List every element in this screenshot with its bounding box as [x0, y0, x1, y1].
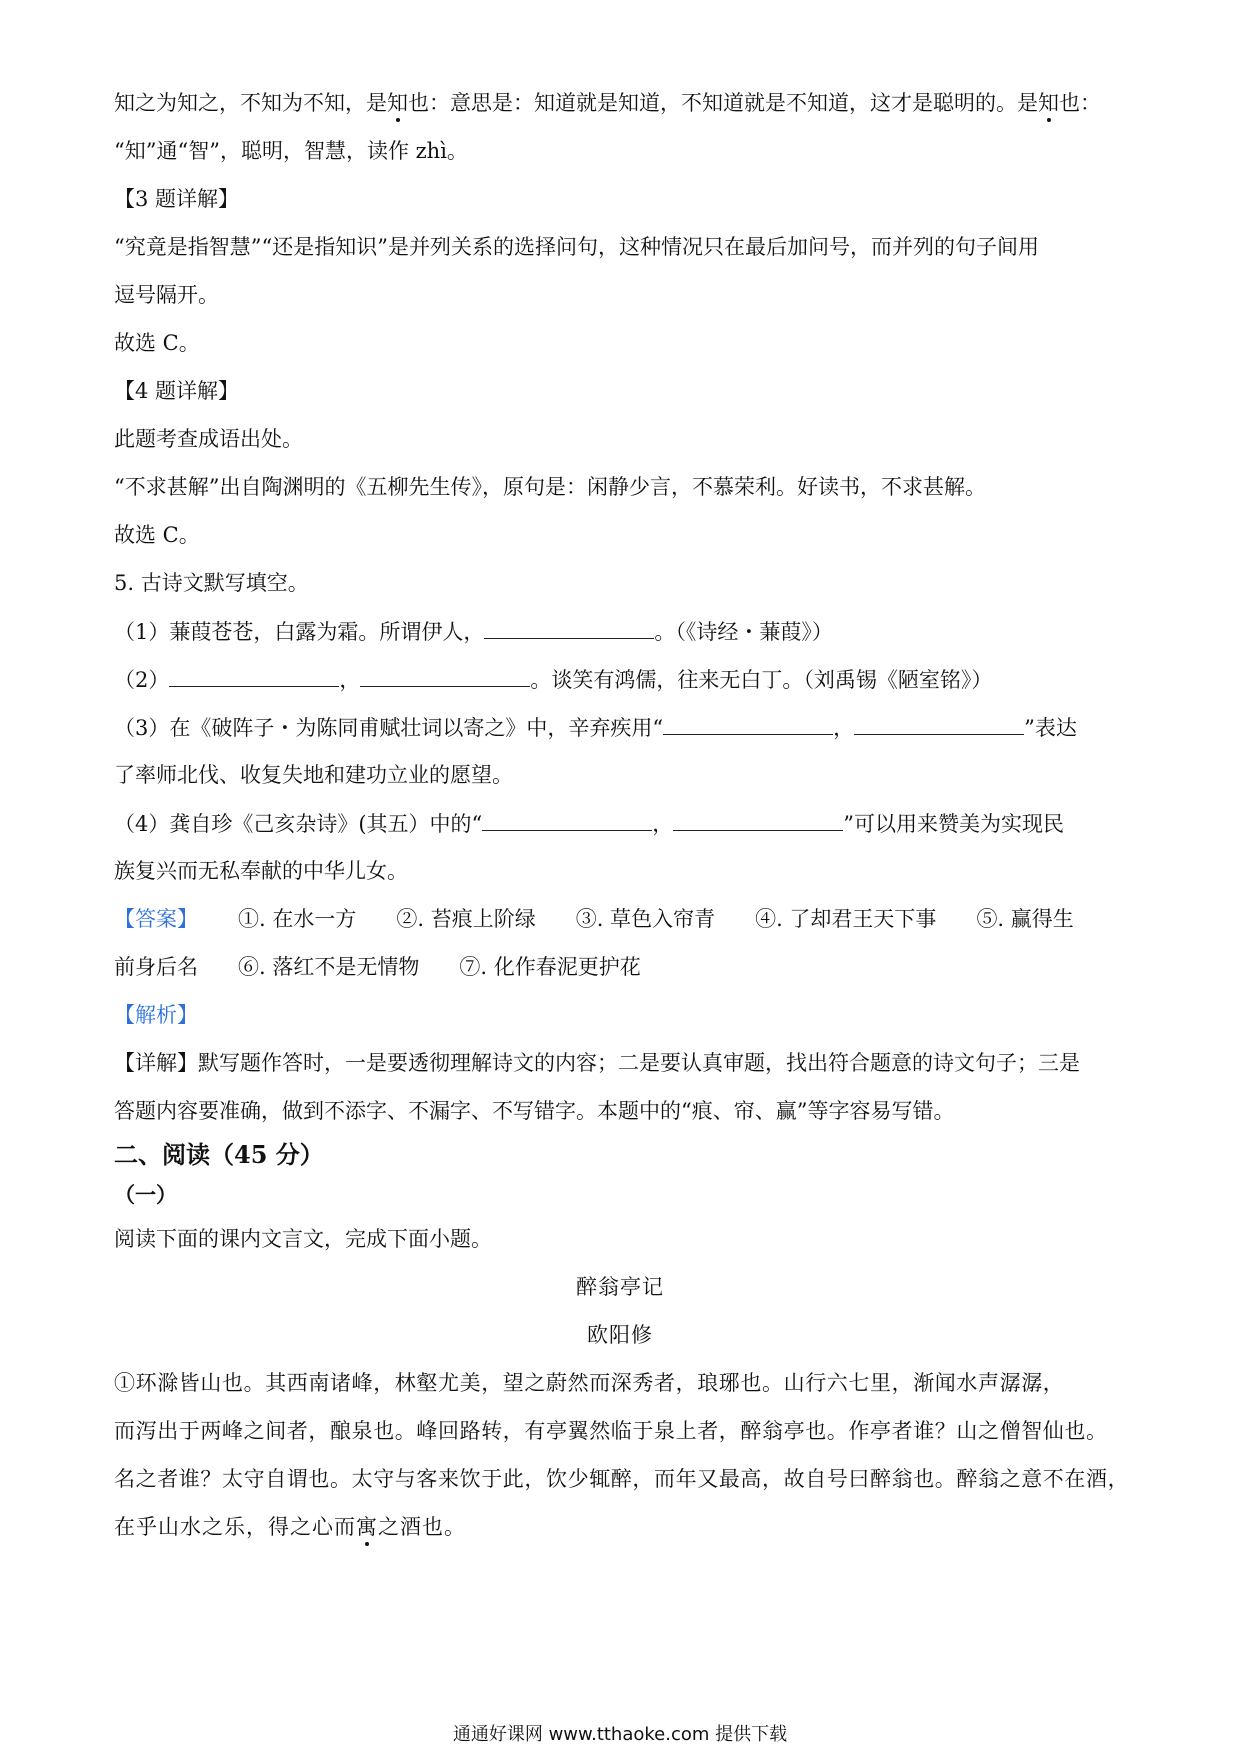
text-segment: （2） [114, 668, 170, 692]
text-segment: ”表达 [1024, 716, 1077, 740]
emphasis-char: 知 [1038, 91, 1059, 115]
paragraph-q4-answer: 故选 C。 [114, 523, 200, 547]
text-segment: （3）在《破阵子・为陈同甫赋壮词以寄之》中，辛弃疾用“ [114, 716, 664, 740]
text-segment: ， [833, 716, 855, 740]
fill-blank[interactable] [482, 808, 652, 831]
paragraph-zhi-note: “知”通“智”，聪明，智慧，读作 zhì。 [114, 139, 468, 163]
paragraph-q3-2: 逗号隔开。 [114, 283, 219, 307]
question-5-4-cont: 族复兴而无私奉献的中华儿女。 [114, 859, 408, 883]
essay-line-3: 名之者谁？太守自谓也。太守与客来饮于此，饮少辄醉，而年又最高，故自号曰醉翁也。醉翁之意不在酒， [114, 1467, 1130, 1491]
text-segment: ， [339, 668, 361, 692]
fill-blank[interactable] [663, 712, 833, 735]
answer-item: ②. 苔痕上阶绿 [396, 907, 536, 931]
answer-item: ④. 了却君王天下事 [755, 907, 937, 931]
question-5-2 [114, 664, 992, 695]
question-5-4 [114, 808, 1064, 839]
answer-item: ③. 草色入帘青 [575, 907, 716, 931]
essay-line-4 [114, 1512, 466, 1542]
fill-blank[interactable] [673, 808, 843, 831]
text-segment: 也： [1059, 91, 1101, 115]
paragraph-zhi [114, 88, 1101, 118]
essay-title: 醉翁亭记 [576, 1275, 664, 1299]
detail-paragraph-2: 答题内容要准确，做到不添字、不漏字、不写错字。本题中的“痕、帘、赢”等字容易写错。 [114, 1099, 955, 1123]
fill-blank[interactable] [854, 712, 1024, 735]
heading-q4-detail: 【4 题详解】 [114, 379, 240, 403]
paragraph-q3-1: “究竟是指智慧”“还是指知识”是并列关系的选择问句，这种情况只在最后加问号，而并列的句子间用 [114, 235, 1039, 259]
fill-blank[interactable] [484, 616, 654, 639]
text-segment: 。谈笑有鸿儒，往来无白丁。（刘禹锡《陋室铭》） [530, 668, 993, 692]
answer-item: 前身后名 [114, 955, 198, 979]
question-5-1 [114, 616, 833, 647]
analysis-label: 【解析】 [114, 1003, 198, 1027]
question-5-title: 5. 古诗文默写填空。 [114, 571, 309, 595]
answer-row-2 [114, 952, 641, 982]
text-segment: 之酒也。 [378, 1515, 466, 1539]
text-segment: （1）蒹葭苍苍，白露为霜。所谓伊人， [114, 620, 485, 644]
answer-row-1 [114, 904, 1074, 934]
detail-label: 【详解】 [114, 1051, 198, 1075]
answer-item: ⑤. 赢得生 [976, 907, 1074, 931]
question-5-3 [114, 712, 1077, 743]
text-segment: 也：意思是：知道就是知道，不知道就是不知道，这才是聪明的。是 [408, 91, 1038, 115]
paragraph-q4-2: “不求甚解”出自陶渊明的《五柳先生传》，原句是：闲静少言，不慕荣利。好读书，不求甚解。 [114, 475, 986, 499]
paragraph-q3-answer: 故选 C。 [114, 331, 200, 355]
essay-line-2: 而泻出于两峰之间者，酿泉也。峰回路转，有亭翼然临于泉上者，醉翁亭也。作亭者谁？山之僧智仙也。 [114, 1419, 1108, 1443]
answer-item: ⑦. 化作春泥更护花 [459, 955, 641, 979]
essay-author: 欧阳修 [587, 1323, 653, 1347]
subsection-title: （一） [114, 1182, 177, 1207]
fill-blank[interactable] [360, 664, 530, 687]
essay-line-1: ①环滁皆山也。其西南诸峰，林壑尤美，望之蔚然而深秀者，琅琊也。山行六七里，渐闻水声潺潺， [114, 1371, 1065, 1395]
question-5-3-cont: 了率师北伐、收复失地和建功立业的愿望。 [114, 763, 513, 787]
text-segment: 知之为知之，不知为不知，是 [114, 91, 387, 115]
emphasis-char: 寓 [356, 1515, 378, 1539]
paragraph-q4-1: 此题考查成语出处。 [114, 427, 303, 451]
section-title: 二、阅读（45 分） [114, 1140, 324, 1169]
reading-instruction: 阅读下面的课内文言文，完成下面小题。 [114, 1227, 492, 1251]
text-segment: ”可以用来赞美为实现民 [843, 812, 1065, 836]
answer-item: ①. 在水一方 [238, 907, 357, 931]
footer-source: 通通好课网 www.tthaoke.com 提供下载 [452, 1724, 788, 1745]
fill-blank[interactable] [169, 664, 339, 687]
text-segment: 。（《诗经・蒹葭》） [654, 620, 833, 644]
text-segment: ， [652, 812, 674, 836]
answer-item: ⑥. 落红不是无情物 [238, 955, 420, 979]
emphasis-char: 知 [387, 91, 408, 115]
answer-label: 【答案】 [114, 907, 198, 931]
text-segment: （4）龚自珍《己亥杂诗》(其五）中的“ [114, 812, 483, 836]
detail-paragraph-1 [114, 1048, 1080, 1078]
heading-q3-detail: 【3 题详解】 [114, 187, 240, 211]
text-segment: 在乎山水之乐，得之心而 [114, 1515, 356, 1539]
text-segment: 默写题作答时，一是要透彻理解诗文的内容；二是要认真审题，找出符合题意的诗文句子；三是 [198, 1051, 1080, 1075]
